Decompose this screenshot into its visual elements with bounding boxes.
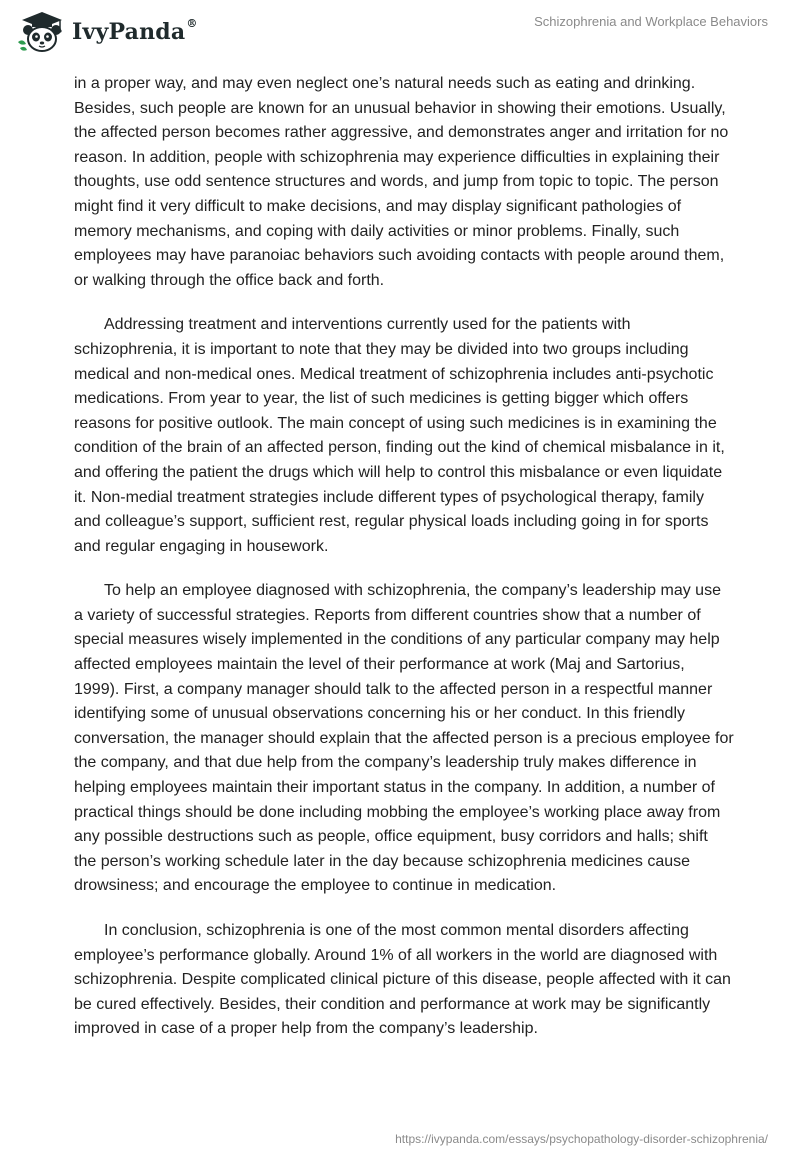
paragraph: In conclusion, schizophrenia is one of the most common mental disorders affecting employee’s performance globally. Around 1% of all workers in the world are diagnosed with schizophrenia. Despite complicated clinical picture of this disease, people affected with it can be cured effectively. Besides, their condition and performance at work may be significantly improved in case of a proper help from the company’s leadership. [74, 922, 731, 1038]
paragraph: Addressing treatment and interventions currently used for the patients with schizophrenia, it is important to note that they may be divided into two groups including medical and non-medical ones. Medical treatment of schizophrenia includes anti-psychotic medications. From year to year, the list of such medicines is getting bigger which offers reasons for positive outlook. The main concept of using such medicines is in examining the condition of the brain of an affected person, finding out the kind of chemical misbalance in it, and offering the patient the drugs which will help to control this misbalance or even liquidate it. Non-medial treatment strategies include different types of psychological therapy, family and colleague’s support, sufficient rest, regular physical loads including going in for sports and regular engaging in housework. [74, 316, 725, 555]
ivypanda-logo[interactable] [14, 8, 198, 54]
panda-graduate-icon [14, 8, 66, 54]
document-title: Schizophrenia and Workplace Behaviors [534, 14, 768, 29]
source-url-link[interactable]: https://ivypanda.com/essays/psychopathology-disorder-schizophrenia/ [395, 1132, 768, 1146]
paragraph: in a proper way, and may even neglect one’s natural needs such as eating and drinking. Besides, such people are known for an unusual behavior in showing their emotions. Usually, the affected person becomes rather aggressive, and demonstrates anger and irritation for no reason. In addition, people with schizophrenia may experience difficulties in explaining their thoughts, use odd sentence structures and words, and jump from topic to topic. The person might find it very difficult to make decisions, and may display significant pathologies of memory mechanisms, and coping with daily activities or minor problems. Finally, such employees may have paranoiac behaviors such avoiding contacts with people around them, or walking through the office back and forth. [74, 75, 729, 289]
essay-body [74, 72, 734, 1062]
brand-name [72, 19, 198, 45]
paragraph: To help an employee diagnosed with schizophrenia, the company’s leadership may use a variety of successful strategies. Reports from different countries show that a number of special measures wisely implemented in the conditions of any particular company may help affected employees maintain the level of their performance at work (Maj and Sartorius, 1999). First, a company manager should talk to the affected person in a respectful manner identifying some of unusual observations concerning his or her conduct. In this friendly conversation, the manager should explain that the affected person is a precious employee for the company, and that due help from the company’s leadership truly makes difference in helping employees maintain their important status in the company. In addition, a number of practical things should be done including mobbing the employee’s working place away from any possible destructions such as people, office equipment, busy corridors and halls; shift the person’s working schedule later in the day because schizophrenia medicines cause drowsiness; and encourage the employee to continue in medication. [74, 582, 734, 895]
brand-name-text: IvyPanda [72, 19, 186, 45]
page-header [0, 0, 800, 60]
registered-mark: ® [186, 17, 198, 30]
